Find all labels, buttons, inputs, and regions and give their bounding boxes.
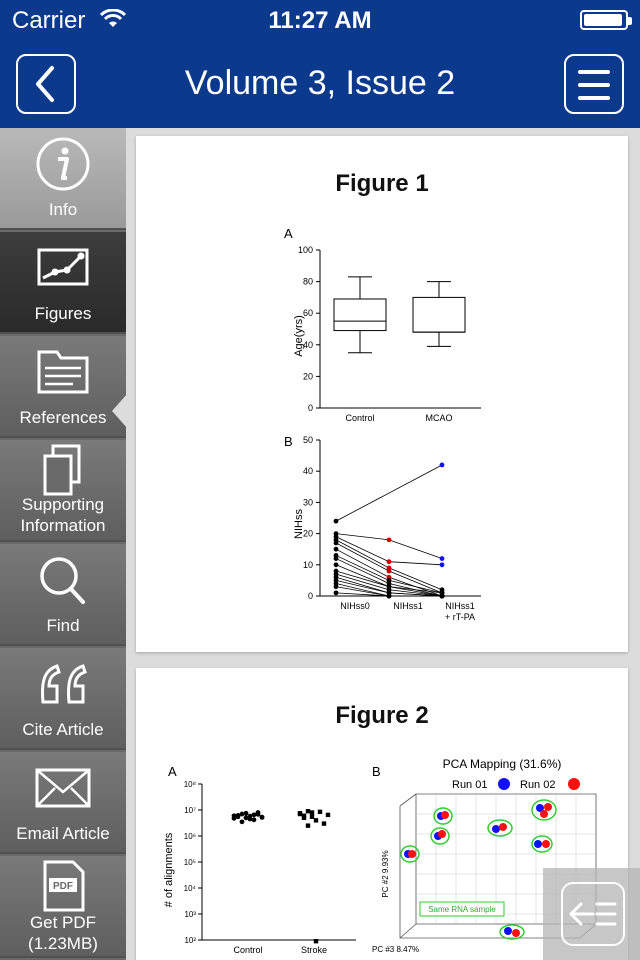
y-tick-label: 100 bbox=[297, 245, 313, 255]
x-tick-label: MCAO bbox=[425, 413, 453, 423]
y-tick-label: 10⁴ bbox=[183, 884, 196, 893]
figure-2a-scatter-plot bbox=[160, 760, 360, 960]
y-tick-label: 40 bbox=[302, 339, 313, 350]
nav-bar bbox=[0, 40, 640, 128]
data-point bbox=[334, 519, 339, 524]
data-point bbox=[440, 594, 445, 599]
sidebar-item-label: Get PDF (1.23MB) bbox=[28, 913, 98, 953]
y-tick-label: 10⁵ bbox=[183, 858, 196, 867]
data-point bbox=[334, 541, 339, 546]
y-tick-label: 10² bbox=[184, 936, 196, 945]
data-point bbox=[256, 812, 261, 817]
sidebar-item-supporting-information[interactable] bbox=[0, 440, 126, 542]
sidebar-item-info[interactable] bbox=[0, 128, 126, 230]
data-point bbox=[240, 819, 245, 824]
x-tick-label: NIHss1 bbox=[393, 601, 423, 611]
hamburger-menu-icon bbox=[578, 70, 610, 74]
quote-icon bbox=[33, 656, 93, 712]
data-point bbox=[298, 811, 302, 815]
sidebar-item-email-article[interactable] bbox=[0, 752, 126, 854]
x-tick-label: + rT-PA bbox=[444, 612, 476, 622]
data-point bbox=[387, 537, 392, 542]
sidebar-item-label: Find bbox=[46, 616, 80, 635]
data-point bbox=[310, 815, 314, 819]
sidebar-item-get-pdf[interactable] bbox=[0, 856, 126, 958]
y-tick-label: 20 bbox=[302, 528, 313, 539]
data-point bbox=[302, 816, 306, 820]
data-point bbox=[334, 556, 339, 561]
battery-icon bbox=[580, 10, 628, 30]
data-point bbox=[326, 813, 330, 817]
y-tick-label: 0 bbox=[307, 591, 313, 601]
y-axis-label: Age(yrs) bbox=[293, 315, 305, 357]
panel-letter: B bbox=[372, 764, 381, 779]
data-point bbox=[440, 562, 445, 567]
y-tick-label: 10 bbox=[302, 559, 313, 570]
x-tick-label: NIHss1 bbox=[445, 601, 475, 611]
x-tick-label: NIHss0 bbox=[340, 601, 370, 611]
figure-card[interactable] bbox=[136, 136, 628, 652]
sidebar-item-label: Cite Article bbox=[22, 720, 104, 739]
data-point bbox=[440, 556, 445, 561]
sidebar-item-references[interactable] bbox=[0, 336, 126, 438]
collapse-left-icon bbox=[563, 884, 623, 944]
data-point bbox=[248, 814, 253, 819]
y-tick-label: 30 bbox=[302, 497, 313, 508]
data-point bbox=[232, 816, 237, 821]
figure-title: Figure 2 bbox=[335, 702, 429, 729]
data-point bbox=[387, 569, 392, 574]
pca-clusters bbox=[401, 800, 556, 939]
x-tick-label: Control bbox=[345, 413, 375, 423]
data-point bbox=[260, 815, 265, 820]
panel-letter: B bbox=[284, 434, 293, 449]
y-axis-label: NIHss bbox=[293, 509, 305, 539]
figure-1b-line-plot bbox=[276, 432, 496, 642]
folder-icon bbox=[33, 344, 93, 400]
search-icon bbox=[33, 552, 93, 608]
svg-text:PDF: PDF bbox=[53, 881, 73, 892]
sidebar-item-cite-article[interactable] bbox=[0, 648, 126, 750]
sidebar-item-label: Figures bbox=[34, 304, 92, 323]
pc2-axis-label: PC #2 9.93% bbox=[381, 850, 390, 898]
sidebar-item-figures[interactable] bbox=[0, 232, 126, 334]
data-point bbox=[318, 810, 322, 814]
data-point bbox=[314, 818, 318, 822]
data-point bbox=[310, 810, 314, 814]
sidebar-item-label: Email Article bbox=[16, 824, 110, 843]
pdf-icon bbox=[33, 858, 93, 914]
sidebar-item-label: Supporting Information bbox=[20, 495, 106, 535]
x-tick-label: Control bbox=[233, 945, 263, 955]
y-tick-label: 10⁷ bbox=[184, 806, 196, 815]
page-title: Volume 3, Issue 2 bbox=[184, 64, 456, 102]
data-point bbox=[252, 817, 257, 822]
sidebar-item-label: Info bbox=[48, 200, 78, 219]
y-tick-label: 10⁸ bbox=[183, 780, 196, 789]
figure-1a-box-plot bbox=[276, 224, 496, 424]
panel-letter: A bbox=[284, 226, 293, 241]
data-point bbox=[314, 939, 318, 943]
data-point bbox=[306, 809, 310, 813]
toggle-sidebar-button[interactable] bbox=[543, 868, 640, 960]
pc3-axis-label: PC #3 8.47% bbox=[372, 945, 420, 954]
y-tick-label: 20 bbox=[302, 371, 313, 382]
y-tick-label: 40 bbox=[302, 466, 313, 477]
data-point bbox=[334, 562, 339, 567]
legend-label: Run 01 bbox=[452, 779, 488, 791]
y-tick-label: 80 bbox=[302, 276, 313, 287]
chart-icon bbox=[33, 240, 93, 296]
y-axis-label: # of alignments bbox=[163, 832, 175, 908]
status-bar bbox=[0, 0, 640, 40]
legend-label: Run 02 bbox=[520, 779, 556, 791]
sidebar-item-find[interactable] bbox=[0, 544, 126, 646]
y-tick-label: 10³ bbox=[184, 910, 196, 919]
y-tick-label: 0 bbox=[307, 403, 313, 413]
pca-title: PCA Mapping (31.6%) bbox=[442, 757, 562, 771]
y-tick-label: 60 bbox=[302, 308, 313, 319]
sidebar bbox=[0, 128, 126, 960]
sidebar-item-label: References bbox=[19, 408, 107, 427]
data-point bbox=[244, 811, 249, 816]
series-line bbox=[336, 465, 442, 521]
data-point bbox=[440, 463, 445, 468]
y-tick-label: 10⁶ bbox=[183, 832, 196, 841]
info-icon bbox=[33, 136, 93, 192]
carrier-label: Carrier bbox=[12, 7, 86, 34]
legend-marker bbox=[498, 778, 510, 790]
annotation-label: Same RNA sample bbox=[428, 905, 496, 914]
series-line bbox=[336, 534, 442, 559]
data-point bbox=[334, 547, 339, 552]
data-point bbox=[306, 823, 310, 827]
data-point bbox=[334, 584, 339, 589]
envelope-icon bbox=[33, 760, 93, 816]
y-tick-label: 50 bbox=[302, 435, 313, 445]
documents-icon bbox=[33, 444, 93, 500]
box bbox=[413, 297, 465, 332]
data-point bbox=[334, 590, 339, 595]
data-point bbox=[387, 594, 392, 599]
data-point bbox=[322, 821, 326, 825]
data-point bbox=[236, 813, 241, 818]
data-point bbox=[387, 559, 392, 564]
box bbox=[334, 299, 386, 331]
legend-marker bbox=[568, 778, 580, 790]
x-tick-label: Stroke bbox=[300, 945, 328, 955]
clock: 11:27 AM bbox=[268, 7, 372, 34]
menu-button[interactable] bbox=[564, 54, 624, 114]
figures-list[interactable] bbox=[126, 128, 640, 960]
panel-letter: A bbox=[168, 764, 177, 779]
figure-title: Figure 1 bbox=[335, 170, 429, 197]
